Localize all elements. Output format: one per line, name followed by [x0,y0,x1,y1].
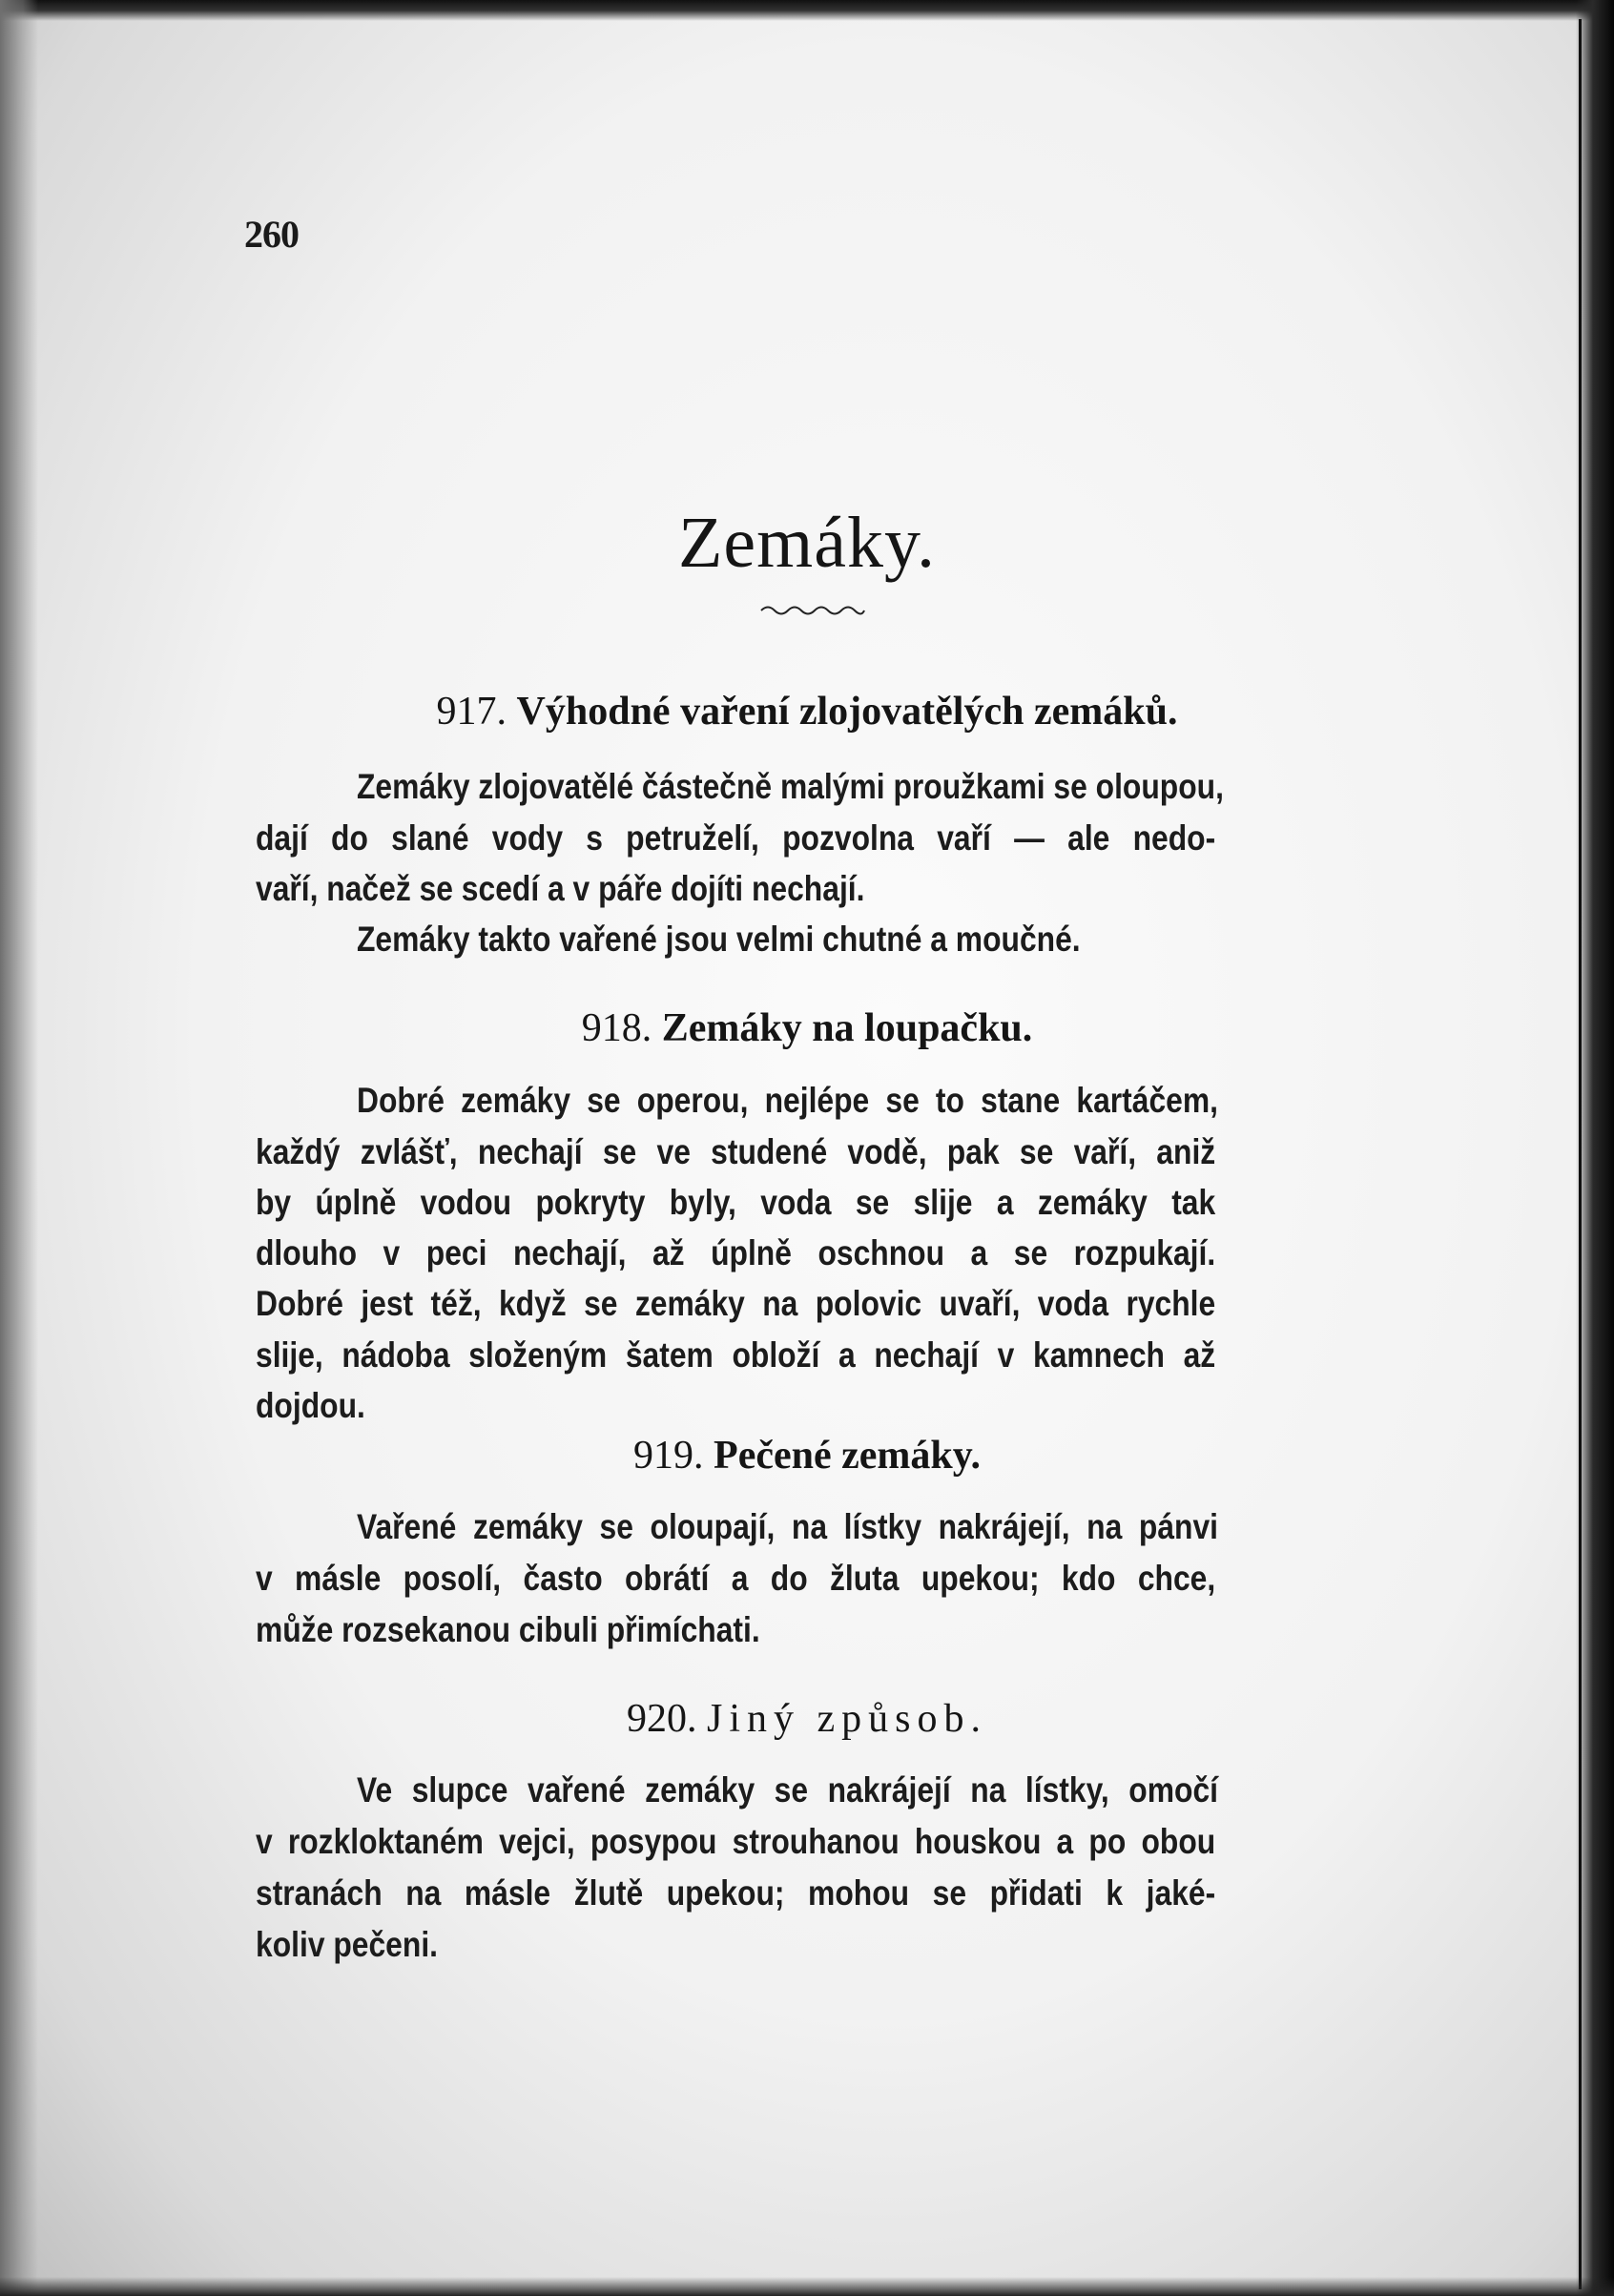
scan-top-edge [0,0,1614,21]
recipe-heading-917 [0,689,1614,734]
recipe-number: 919. [633,1434,704,1478]
scan-bottom-edge [0,2277,1614,2296]
text-line: Zemáky zlojovatělé částečně malými proužkami se oloupou, [357,767,1224,806]
text-line: v rozkloktaném vejci, posypou strouhanou houskou a po obou [256,1822,1216,1861]
scan-right-edge [1576,0,1614,2296]
text-line: vaří, načež se scedí a v páře dojíti nechají. [256,869,865,908]
recipe-title: Pečené zemáky. [714,1434,981,1478]
wavy-ornament [759,603,866,618]
text-line: stranách na másle žlutě upekou; mohou se přidati k jaké- [256,1873,1216,1913]
text-line: dojdou. [256,1386,365,1425]
recipe-title: Zemáky na loupačku. [661,1006,1033,1050]
text-line: Ve slupce vařené zemáky se nakrájejí na lístky, omočí [357,1770,1218,1810]
recipe-number: 917. [436,690,507,734]
text-line: dlouho v peci nechají, až úplně oschnou a se rozpukají. [256,1233,1216,1272]
scan-left-shadow [0,0,38,2296]
text-line: každý zvlášť, nechají se ve studené vodě, pak se vaří, aniž [256,1132,1216,1171]
scan-right-border-line [1579,19,1582,2289]
text-line: může rozsekanou cibuli přimíchati. [256,1610,760,1649]
text-line: koliv pečeni. [256,1925,439,1964]
recipe-number: 920. [627,1697,697,1741]
recipe-title: Jiný způsob. [707,1697,987,1741]
chapter-title: Zemáky. [677,503,937,583]
recipe-title: Výhodné vaření zlojovatělých zemáků. [516,690,1178,734]
page-number: 260 [244,213,299,256]
text-line: Vařené zemáky se oloupají, na lístky nakrájejí, na pánvi [357,1507,1218,1546]
recipe-number: 918. [581,1006,652,1050]
text-line: dají do slané vody s petruželí, pozvolna vaří — ale nedo- [256,818,1216,858]
text-line: slije, nádoba složeným šatem obloží a nechají v kamnech až [256,1335,1216,1375]
recipe-heading-919 [0,1433,1614,1479]
recipe-heading-918 [0,1005,1614,1051]
text-line: by úplně vodou pokryty byly, voda se slije a zemáky tak [256,1183,1216,1222]
text-line: v másle posolí, často obrátí a do žluta upekou; kdo chce, [256,1559,1216,1598]
recipe-heading-920 [0,1696,1614,1742]
text-line: Dobré jest též, když se zemáky na polovic uvaří, voda rychle [256,1284,1216,1323]
text-line: Dobré zemáky se operou, nejlépe se to stane kartáčem, [357,1081,1218,1120]
text-line: Zemáky takto vařené jsou velmi chutné a moučné. [357,920,1081,959]
